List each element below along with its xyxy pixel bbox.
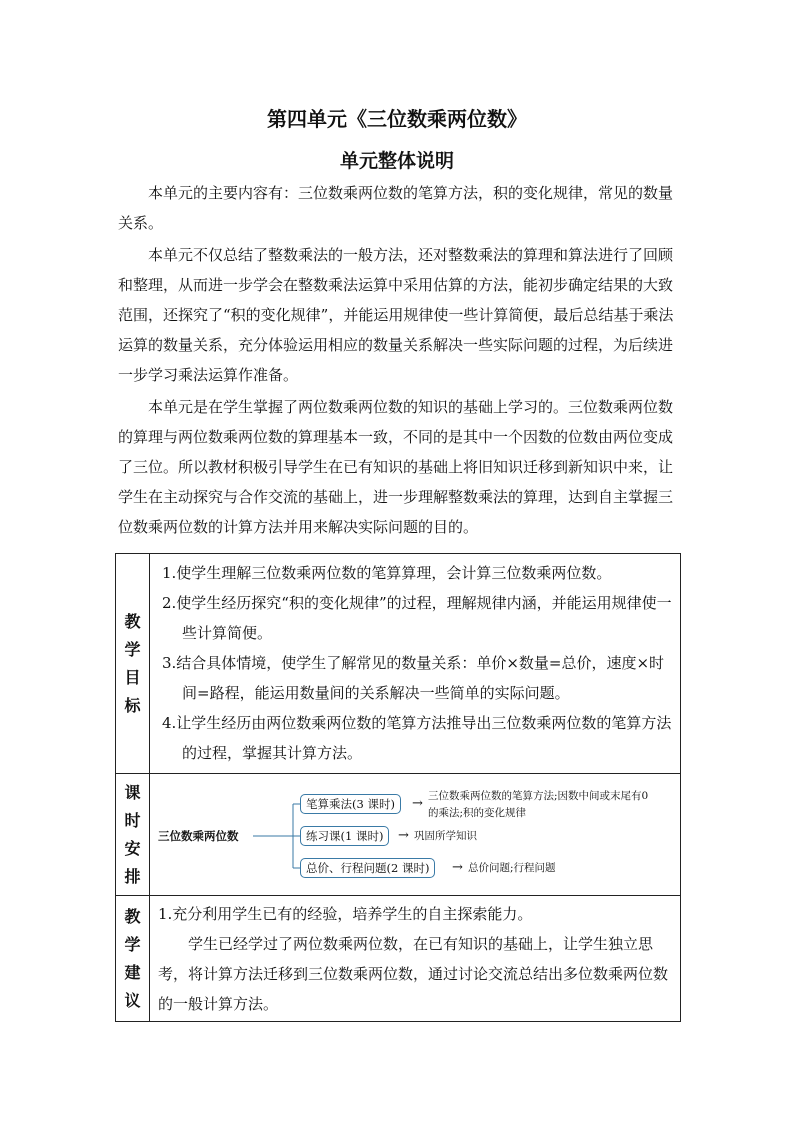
header-char: 学 bbox=[124, 934, 141, 954]
unit-plan-table bbox=[115, 553, 681, 1022]
header-char: 目 bbox=[124, 667, 141, 687]
teaching-suggestions-row bbox=[116, 896, 681, 1022]
arrow-right-icon: → bbox=[398, 828, 409, 843]
header-char: 议 bbox=[124, 990, 141, 1010]
intro-paragraph-3: 本单元是在学生掌握了两位数乘两位数的知识的基础上学习的。三位数乘两位数的算理与两位数乘两位数的算理基本一致，不同的是其中一个因数的位数由两位变成了三位。所以教材积极引导学生在已有知识的基础上将旧知识迁移到新知识中来，让学生在主动探究与合作交流的基础上，进一步理解整数乘法的算理，达到自主掌握三位数乘两位数的计算方法并用来解决实际问题的目的。 bbox=[118, 398, 674, 536]
header-char: 时 bbox=[124, 810, 141, 830]
goal-item: 3.结合具体情境，使学生了解常见的数量关系：单价×数量=总价，速度×时间=路程，能运用数量间的关系解决一些简单的实际问题。 bbox=[162, 654, 665, 702]
schedule-header bbox=[116, 774, 150, 896]
intro-paragraph-2: 本单元不仅总结了整数乘法的一般方法，还对整数乘法的算理和算法进行了回顾和整理，从而进一步学会在整数乘法运算中采用估算的方法，能初步确定结果的大致范围，还探究了“积的变化规律”，并能运用规律使一些计算简便，最后总结基于乘法运算的数量关系，充分体验运用相应的数量关系解决一些实际问题的过程，为后续进一步学习乘法运算作准备。 bbox=[118, 246, 674, 384]
goal-item: 1.使学生理解三位数乘两位数的笔算算理，会计算三位数乘两位数。 bbox=[162, 564, 612, 582]
schedule-branch-note: 三位数乘两位数的笔算方法;因数中间或末尾有0 bbox=[428, 790, 649, 802]
schedule-branch-box: 笔算乘法(3 课时) bbox=[300, 794, 401, 814]
header-char: 安 bbox=[124, 838, 141, 858]
header-char: 教 bbox=[124, 906, 141, 926]
header-char: 建 bbox=[124, 962, 141, 982]
header-char: 排 bbox=[124, 866, 141, 886]
header-char: 教 bbox=[124, 611, 141, 631]
teaching-goals-row bbox=[116, 554, 681, 774]
teaching-suggestions-cell bbox=[150, 896, 681, 1022]
teaching-goals-header bbox=[116, 554, 150, 774]
schedule-branch-note: 总价问题;行程问题 bbox=[468, 862, 556, 874]
header-char: 课 bbox=[124, 782, 141, 802]
schedule-diagram bbox=[150, 774, 681, 896]
teaching-goals-cell bbox=[150, 554, 681, 774]
goal-item: 4.让学生经历由两位数乘两位数的笔算方法推导出三位数乘两位数的笔算方法的过程，掌握其计算方法。 bbox=[162, 714, 672, 762]
schedule-root-label: 三位数乘两位数 bbox=[158, 829, 239, 843]
header-char: 学 bbox=[124, 639, 141, 659]
arrow-right-icon: → bbox=[452, 860, 463, 875]
suggestion-paragraph: 学生已经学过了两位数乘两位数，在已有知识的基础上，让学生独立思考，将计算方法迁移到三位数乘两位数，通过讨论交流总结出多位数乘两位数的一般计算方法。 bbox=[158, 935, 669, 1013]
schedule-branch-note: 巩固所学知识 bbox=[414, 830, 477, 842]
document-subtitle: 单元整体说明 bbox=[339, 150, 454, 172]
schedule-branch-note: 的乘法;积的变化规律 bbox=[428, 807, 527, 819]
header-char: 标 bbox=[124, 695, 141, 715]
intro-paragraph-1: 本单元的主要内容有：三位数乘两位数的笔算方法，积的变化规律，常见的数量关系。 bbox=[118, 184, 674, 232]
document-title: 第四单元《三位数乘两位数》 bbox=[267, 107, 527, 131]
schedule-row bbox=[116, 774, 681, 896]
schedule-branch-box: 练习课(1 课时) bbox=[300, 826, 389, 846]
arrow-right-icon: → bbox=[412, 796, 423, 811]
goal-item: 2.使学生经历探究“积的变化规律”的过程，理解规律内涵，并能运用规律使一些计算简便。 bbox=[162, 594, 672, 642]
suggestion-item: 1.充分利用学生已有的经验，培养学生的自主探索能力。 bbox=[158, 905, 533, 923]
teaching-suggestions-header bbox=[116, 896, 150, 1022]
schedule-branch-box: 总价、行程问题(2 课时) bbox=[300, 858, 435, 878]
